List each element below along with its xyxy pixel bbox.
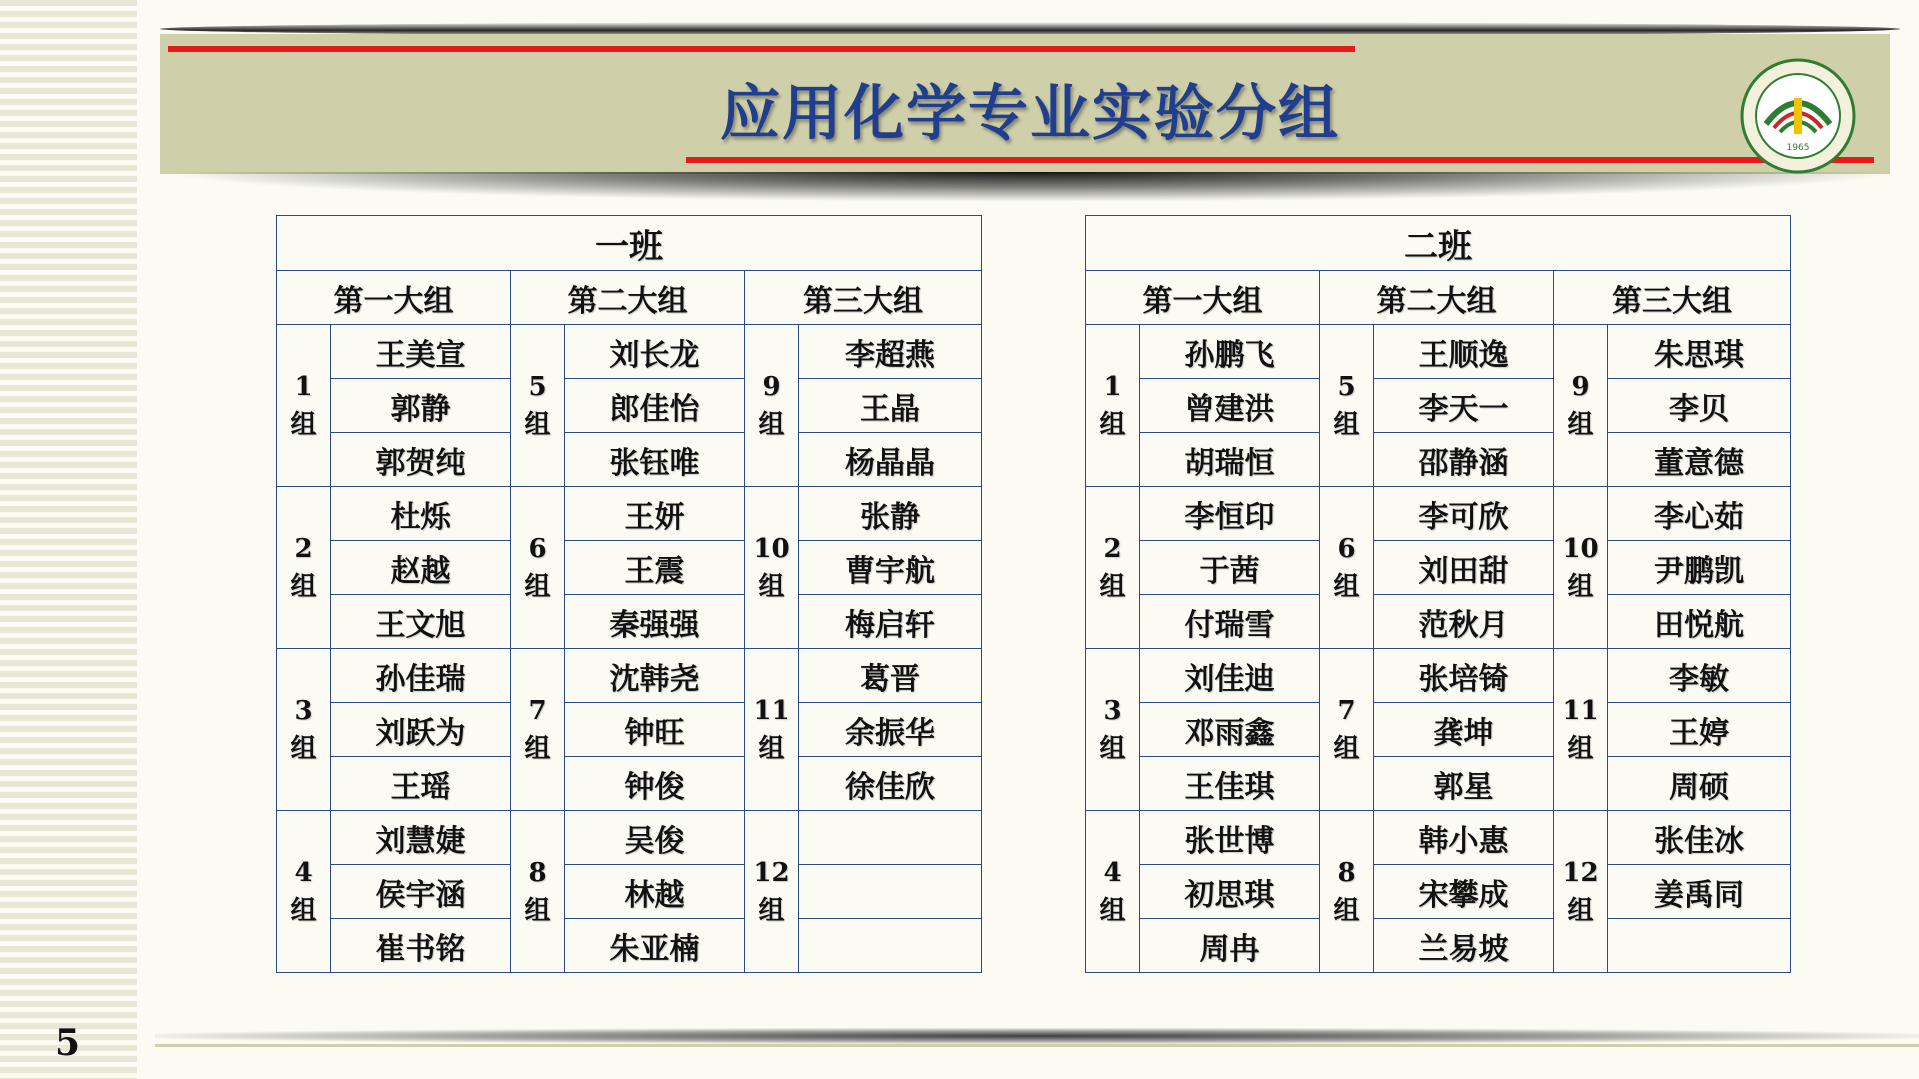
member-name: 邵静涵 — [1374, 433, 1554, 487]
title-band-shadow — [160, 172, 1900, 202]
university-logo — [1740, 58, 1856, 174]
member-name: 秦强强 — [565, 595, 745, 649]
big-group-header: 第三大组 — [1554, 271, 1791, 325]
member-name: 胡瑞恒 — [1140, 433, 1320, 487]
group-number: 12 组 — [745, 811, 799, 973]
member-name — [799, 919, 982, 973]
member-name: 姜禹同 — [1608, 865, 1791, 919]
member-name: 余振华 — [799, 703, 982, 757]
member-name: 宋攀成 — [1374, 865, 1554, 919]
member-name: 侯宇涵 — [331, 865, 511, 919]
group-number: 1 组 — [1086, 325, 1140, 487]
group-number: 9 组 — [1554, 325, 1608, 487]
group-number: 5 组 — [1320, 325, 1374, 487]
member-name: 李恒印 — [1140, 487, 1320, 541]
big-group-header: 第一大组 — [277, 271, 511, 325]
member-name: 王妍 — [565, 487, 745, 541]
member-name: 葛晋 — [799, 649, 982, 703]
member-name: 王震 — [565, 541, 745, 595]
member-name: 邓雨鑫 — [1140, 703, 1320, 757]
member-name: 孙鹏飞 — [1140, 325, 1320, 379]
member-name: 兰易坡 — [1374, 919, 1554, 973]
group-number: 4 组 — [277, 811, 331, 973]
member-name: 张培锜 — [1374, 649, 1554, 703]
member-name — [1608, 919, 1791, 973]
big-group-header: 第二大组 — [511, 271, 745, 325]
member-name: 朱思琪 — [1608, 325, 1791, 379]
member-name: 钟旺 — [565, 703, 745, 757]
member-name: 曹宇航 — [799, 541, 982, 595]
red-rule-bottom — [686, 157, 1874, 163]
member-name: 王佳琪 — [1140, 757, 1320, 811]
member-name: 孙佳瑞 — [331, 649, 511, 703]
member-name: 初思琪 — [1140, 865, 1320, 919]
big-group-header: 第三大组 — [745, 271, 982, 325]
member-name: 杜烁 — [331, 487, 511, 541]
member-name: 梅启轩 — [799, 595, 982, 649]
group-number: 7 组 — [1320, 649, 1374, 811]
bottom-rule — [155, 1044, 1919, 1047]
class-2-table — [1085, 215, 1791, 973]
striped-sidebar — [0, 0, 137, 1079]
member-name: 李贝 — [1608, 379, 1791, 433]
member-name: 崔书铭 — [331, 919, 511, 973]
member-name: 徐佳欣 — [799, 757, 982, 811]
member-name: 刘长龙 — [565, 325, 745, 379]
member-name: 郎佳怡 — [565, 379, 745, 433]
member-name: 李心茹 — [1608, 487, 1791, 541]
member-name: 王瑶 — [331, 757, 511, 811]
member-name: 周硕 — [1608, 757, 1791, 811]
member-name: 朱亚楠 — [565, 919, 745, 973]
group-number: 11 组 — [1554, 649, 1608, 811]
member-name: 韩小惠 — [1374, 811, 1554, 865]
member-name: 李敏 — [1608, 649, 1791, 703]
member-name: 林越 — [565, 865, 745, 919]
big-group-header: 第二大组 — [1320, 271, 1554, 325]
big-group-header: 第一大组 — [1086, 271, 1320, 325]
class-name: 二班 — [1086, 216, 1791, 271]
member-name: 李可欣 — [1374, 487, 1554, 541]
group-number: 10 组 — [745, 487, 799, 649]
group-number: 10 组 — [1554, 487, 1608, 649]
member-name: 钟俊 — [565, 757, 745, 811]
member-name: 刘田甜 — [1374, 541, 1554, 595]
group-number: 6 组 — [1320, 487, 1374, 649]
member-name: 王婷 — [1608, 703, 1791, 757]
member-name: 田悦航 — [1608, 595, 1791, 649]
group-number: 8 组 — [511, 811, 565, 973]
page-number: 5 — [55, 1022, 81, 1064]
group-number: 1 组 — [277, 325, 331, 487]
member-name: 尹鹏凯 — [1608, 541, 1791, 595]
member-name: 王晶 — [799, 379, 982, 433]
member-name: 杨晶晶 — [799, 433, 982, 487]
member-name: 李天一 — [1374, 379, 1554, 433]
member-name: 郭静 — [331, 379, 511, 433]
member-name: 赵越 — [331, 541, 511, 595]
member-name: 郭星 — [1374, 757, 1554, 811]
logo-year: 1965 — [1786, 143, 1810, 153]
member-name: 龚坤 — [1374, 703, 1554, 757]
member-name — [799, 811, 982, 865]
red-rule-top — [168, 46, 1355, 52]
bottom-shadow-bar — [155, 1028, 1919, 1044]
member-name: 刘跃为 — [331, 703, 511, 757]
member-name: 于茜 — [1140, 541, 1320, 595]
member-name: 张佳冰 — [1608, 811, 1791, 865]
member-name — [799, 865, 982, 919]
group-number: 9 组 — [745, 325, 799, 487]
member-name: 王美宣 — [331, 325, 511, 379]
member-name: 吴俊 — [565, 811, 745, 865]
group-number: 2 组 — [277, 487, 331, 649]
member-name: 张钰唯 — [565, 433, 745, 487]
group-number: 7 组 — [511, 649, 565, 811]
group-number: 4 组 — [1086, 811, 1140, 973]
member-name: 李超燕 — [799, 325, 982, 379]
member-name: 王文旭 — [331, 595, 511, 649]
member-name: 张静 — [799, 487, 982, 541]
group-number: 8 组 — [1320, 811, 1374, 973]
member-name: 张世博 — [1140, 811, 1320, 865]
group-number: 2 组 — [1086, 487, 1140, 649]
group-number: 3 组 — [1086, 649, 1140, 811]
group-number: 3 组 — [277, 649, 331, 811]
member-name: 刘慧婕 — [331, 811, 511, 865]
member-name: 刘佳迪 — [1140, 649, 1320, 703]
member-name: 郭贺纯 — [331, 433, 511, 487]
member-name: 王顺逸 — [1374, 325, 1554, 379]
group-number: 11 组 — [745, 649, 799, 811]
member-name: 曾建洪 — [1140, 379, 1320, 433]
member-name: 付瑞雪 — [1140, 595, 1320, 649]
page-title: 应用化学专业实验分组 — [720, 79, 1340, 149]
member-name: 董意德 — [1608, 433, 1791, 487]
class-name: 一班 — [277, 216, 982, 271]
member-name: 沈韩尧 — [565, 649, 745, 703]
member-name: 范秋月 — [1374, 595, 1554, 649]
group-number: 6 组 — [511, 487, 565, 649]
group-number: 5 组 — [511, 325, 565, 487]
group-number: 12 组 — [1554, 811, 1608, 973]
class-1-table — [276, 215, 982, 973]
member-name: 周冉 — [1140, 919, 1320, 973]
